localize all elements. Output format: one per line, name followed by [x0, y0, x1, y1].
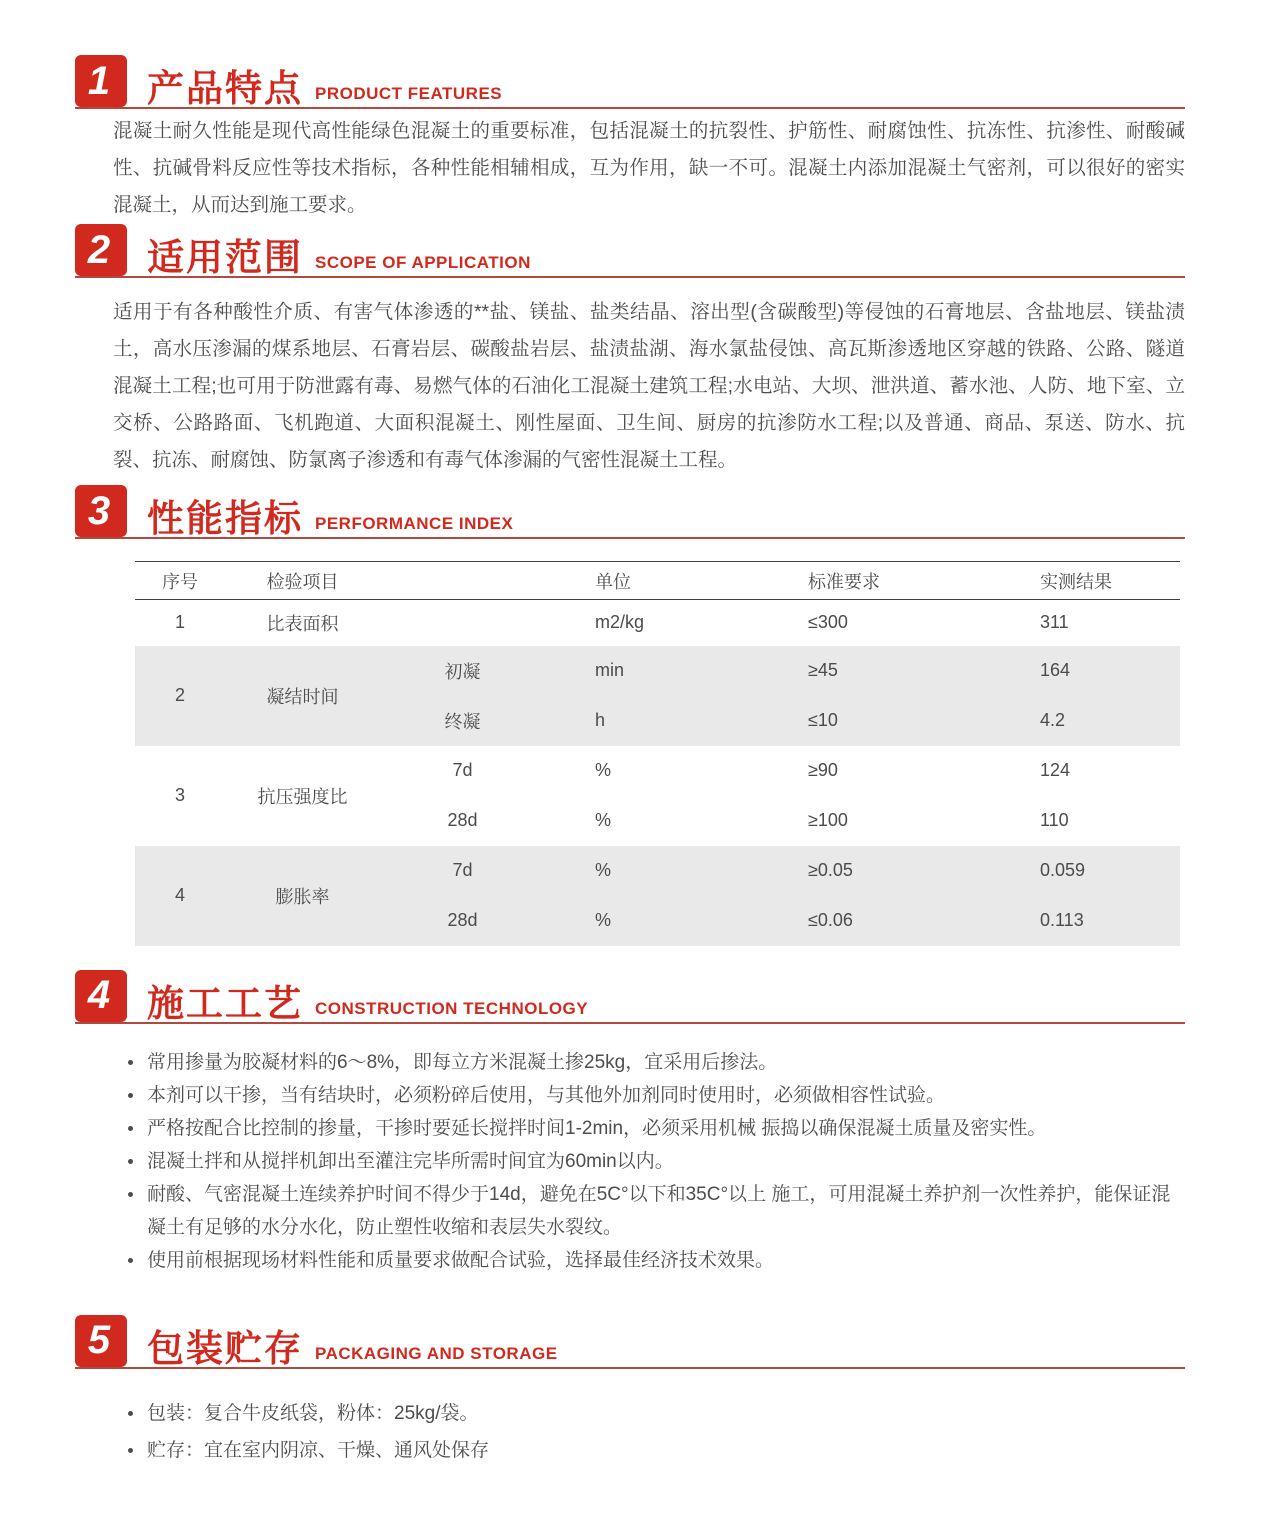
- cell-subitem: [380, 600, 545, 646]
- cell-unit: %: [595, 810, 612, 830]
- section-5-subtitle: PACKAGING AND STORAGE: [315, 1343, 558, 1363]
- table-header-standard: 标准要求: [760, 562, 990, 600]
- cell-unit: %: [545, 846, 760, 896]
- cell-standard: ≥0.05: [760, 846, 990, 896]
- bullet-item: 使用前根据现场材料性能和质量要求做配合试验，选择最佳经济技术效果。: [125, 1244, 1185, 1277]
- cell-item: 抗压强度比: [257, 786, 348, 807]
- bullet-item: 包装：复合牛皮纸袋，粉体：25kg/袋。: [125, 1395, 1185, 1432]
- cell-unit: m2/kg: [595, 612, 645, 633]
- cell-subitem: 初凝: [380, 646, 545, 696]
- section-2-title: 适用范围: [147, 237, 303, 278]
- table-header-result: 实测结果: [990, 562, 1180, 600]
- section-3-subtitle: PERFORMANCE INDEX: [315, 514, 514, 533]
- table-header-item: 检验项目: [225, 562, 380, 600]
- document-page: [0, 55, 1280, 1499]
- table-header-row: [135, 562, 1180, 600]
- cell-item: 比表面积: [266, 613, 339, 634]
- table-header-unit: 单位: [545, 562, 760, 600]
- section-2-subtitle: SCOPE OF APPLICATION: [315, 253, 531, 272]
- cell-subitem: 7d: [452, 760, 473, 780]
- construction-steps-list: [125, 1046, 1185, 1277]
- cell-subitem: 28d: [380, 896, 545, 946]
- cell-no: 1: [174, 612, 185, 633]
- cell-subitem: 28d: [447, 810, 478, 830]
- table-header-no: 序号: [135, 562, 225, 600]
- bullet-item: 贮存：宜在室内阴凉、干燥、通风处保存: [125, 1432, 1185, 1469]
- cell-no: 3: [174, 785, 185, 805]
- cell-subitem: 7d: [380, 846, 545, 896]
- table-row: [135, 600, 1180, 646]
- cell-result: 164: [990, 646, 1180, 696]
- section-product-features: [75, 55, 1185, 224]
- cell-no: 4: [135, 846, 225, 946]
- section-2-body: 适用于有各种酸性介质、有害气体渗透的**盐、镁盐、盐类结晶、溶出型(含碳酸型)等侵蚀的石膏地层、含盐地层、镁盐渍土，高水压渗漏的煤系地层、石膏岩层、碳酸盐岩层、盐渍盐湖、海水氯盐侵蚀、高瓦斯渗透地区穿越的铁路、公路、隧道混凝土工程;也可用于防泄露有毒、易燃气体的石油化工混凝土建筑工程;水电站、大坝、泄洪道、蓄水池、人防、地下室、立交桥、公路路面、飞机跑道、大面积混凝土、刚性屋面、卫生间、厨房的抗渗防水工程;以及普通、商品、泵送、防水、抗裂、抗冻、耐腐蚀、防氯离子渗透和有毒气体渗漏的气密性混凝土工程。: [113, 301, 1185, 471]
- section-5-number-badge: 5: [75, 1315, 127, 1367]
- cell-unit: %: [545, 896, 760, 946]
- section-1-title: 产品特点: [147, 68, 303, 109]
- bullet-item: 常用掺量为胶凝材料的6～8%，即每立方米混凝土掺25kg，宜采用后掺法。: [125, 1046, 1185, 1079]
- section-5-header: [75, 1315, 1185, 1369]
- cell-standard: ≤10: [760, 696, 990, 746]
- section-4-title: 施工工艺: [147, 982, 303, 1024]
- table-header-subitem: [380, 562, 545, 600]
- section-1-subtitle: PRODUCT FEATURES: [315, 84, 503, 103]
- section-packaging-and-storage: [75, 1315, 1185, 1469]
- performance-table: [135, 561, 1180, 946]
- cell-standard: ≤300: [808, 612, 848, 633]
- section-5-title: 包装贮存: [147, 1327, 303, 1369]
- table-row: [135, 746, 1180, 796]
- bullet-item: 严格按配合比控制的掺量，干掺时要延长搅拌时间1-2min，必须采用机械 振捣以确保混凝土质量及密实性。: [125, 1112, 1185, 1145]
- cell-unit: %: [595, 760, 612, 780]
- section-4-header: [75, 970, 1185, 1024]
- bullet-item: 本剂可以干掺，当有结块时，必须粉碎后使用，与其他外加剂同时使用时，必须做相容性试验。: [125, 1079, 1185, 1112]
- cell-standard: ≥45: [760, 646, 990, 696]
- section-3-number-badge: 3: [75, 485, 127, 537]
- cell-standard: ≥100: [808, 810, 848, 830]
- cell-result: 311: [1040, 612, 1069, 633]
- bullet-item: 耐酸、气密混凝土连续养护时间不得少于14d，避免在5C°以下和35C°以上 施工，可用混凝土养护剂一次性养护，能保证混凝土有足够的水分水化，防止塑性收缩和表层失水裂纹。: [125, 1178, 1185, 1244]
- table-row: [135, 646, 1180, 696]
- cell-result: 124: [1040, 760, 1071, 780]
- cell-result: 0.059: [990, 846, 1180, 896]
- cell-no: 2: [135, 646, 225, 746]
- cell-item: 膨胀率: [225, 846, 380, 946]
- bullet-item: 混凝土拌和从搅拌机卸出至灌注完毕所需时间宜为60min以内。: [125, 1145, 1185, 1178]
- cell-result: 0.113: [990, 896, 1180, 946]
- cell-item: 凝结时间: [225, 646, 380, 746]
- section-4-number-badge: 4: [75, 970, 127, 1022]
- section-performance-index: [75, 485, 1185, 946]
- section-3-header: [75, 485, 1185, 539]
- section-1-body: 混凝土耐久性能是现代高性能绿色混凝土的重要标准，包括混凝土的抗裂性、护筋性、耐腐蚀性、抗冻性、抗渗性、耐酸碱性、抗碱骨料反应性等技术指标，各种性能相辅相成，互为作用，缺一不可。混凝土内添加混凝土气密剂，可以很好的密实混凝土，从而达到施工要求。: [113, 120, 1185, 216]
- section-1-number-badge: 1: [75, 55, 127, 107]
- cell-standard: ≥90: [808, 760, 838, 780]
- cell-subitem: 终凝: [380, 696, 545, 746]
- section-scope-of-application: [75, 224, 1185, 479]
- packaging-storage-list: [125, 1395, 1185, 1469]
- section-1-header: [75, 55, 1185, 109]
- table-row: [135, 846, 1180, 896]
- cell-result: 110: [1040, 810, 1069, 830]
- cell-unit: min: [545, 646, 760, 696]
- section-2-number-badge: 2: [75, 224, 127, 276]
- cell-result: 4.2: [990, 696, 1180, 746]
- cell-standard: ≤0.06: [760, 896, 990, 946]
- section-2-header: [75, 224, 1185, 278]
- cell-unit: h: [545, 696, 760, 746]
- section-construction-technology: [75, 970, 1185, 1277]
- section-3-title: 性能指标: [147, 498, 303, 539]
- section-4-subtitle: CONSTRUCTION TECHNOLOGY: [315, 998, 589, 1018]
